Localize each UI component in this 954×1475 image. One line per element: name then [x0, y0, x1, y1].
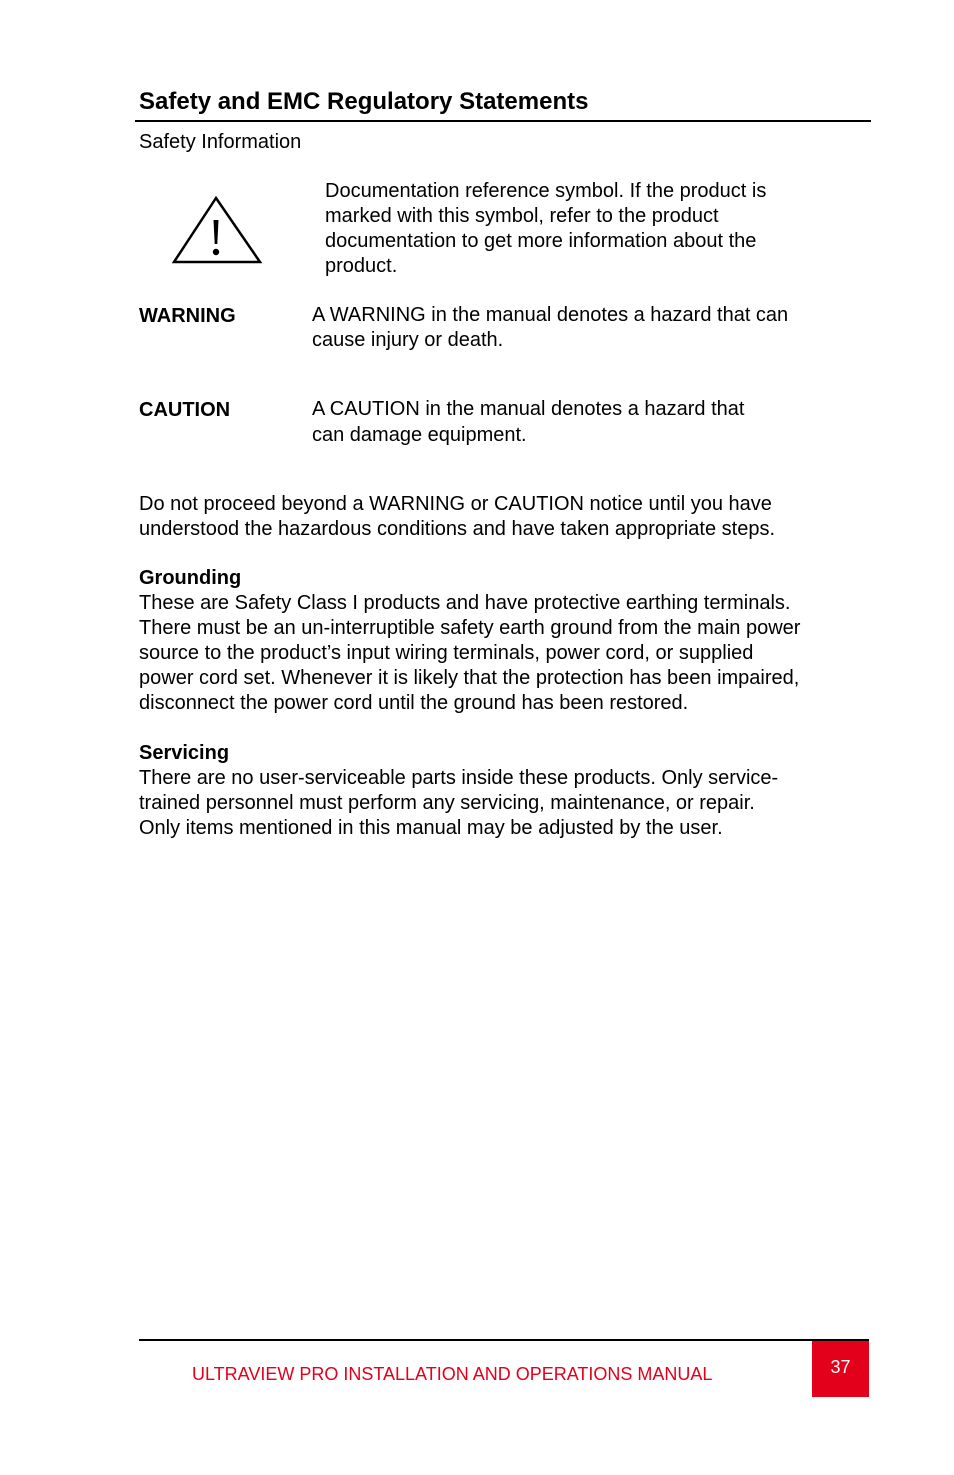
servicing-line: Only items mentioned in this manual may be adjusted by the user.	[139, 817, 723, 839]
symbol-line: documentation to get more information about the	[325, 230, 757, 252]
page-title: Safety and EMC Regulatory Statements	[139, 88, 589, 115]
caution-line: A CAUTION in the manual denotes a hazard that	[312, 398, 745, 420]
symbol-line: marked with this symbol, refer to the product	[325, 205, 719, 227]
grounding-line: power cord set. Whenever it is likely that the protection has been impaired,	[139, 667, 800, 689]
title-rule	[135, 120, 871, 122]
grounding-line: source to the product’s input wiring terminals, power cord, or supplied	[139, 642, 754, 664]
warning-term: WARNING	[139, 305, 236, 327]
notice-line: understood the hazardous conditions and have taken appropriate steps.	[139, 518, 775, 540]
footer-manual-title: ULTRAVIEW PRO INSTALLATION AND OPERATIONS MANUAL	[192, 1364, 713, 1384]
symbol-line: product.	[325, 255, 398, 277]
page-number: 37	[830, 1357, 851, 1377]
notice-paragraph	[139, 492, 879, 542]
footer-rule	[139, 1339, 869, 1341]
servicing-heading: Servicing	[139, 742, 230, 764]
grounding-heading: Grounding	[139, 567, 242, 589]
warning-triangle-icon	[170, 194, 264, 266]
servicing-paragraph	[139, 766, 879, 841]
grounding-paragraph	[139, 591, 879, 716]
servicing-line: There are no user-serviceable parts inside these products. Only service-	[139, 767, 779, 789]
servicing-line: trained personnel must perform any servicing, maintenance, or repair.	[139, 792, 755, 814]
symbol-description	[325, 179, 845, 279]
caution-line: can damage equipment.	[312, 424, 527, 446]
warning-line: A WARNING in the manual denotes a hazard that can	[312, 304, 789, 326]
page-number-badge	[812, 1341, 869, 1397]
notice-line: Do not proceed beyond a WARNING or CAUTION notice until you have	[139, 493, 772, 515]
grounding-line: There must be an un-interruptible safety earth ground from the main power	[139, 617, 801, 639]
warning-definition	[312, 303, 788, 353]
grounding-line: These are Safety Class I products and have protective earthing terminals.	[139, 592, 791, 614]
caution-term: CAUTION	[139, 399, 231, 421]
grounding-line: disconnect the power cord until the ground has been restored.	[139, 692, 689, 714]
caution-definition	[312, 397, 744, 448]
section-subtitle: Safety Information	[139, 131, 302, 153]
warning-line: cause injury or death.	[312, 329, 504, 351]
symbol-line: Documentation reference symbol. If the product is	[325, 180, 767, 202]
